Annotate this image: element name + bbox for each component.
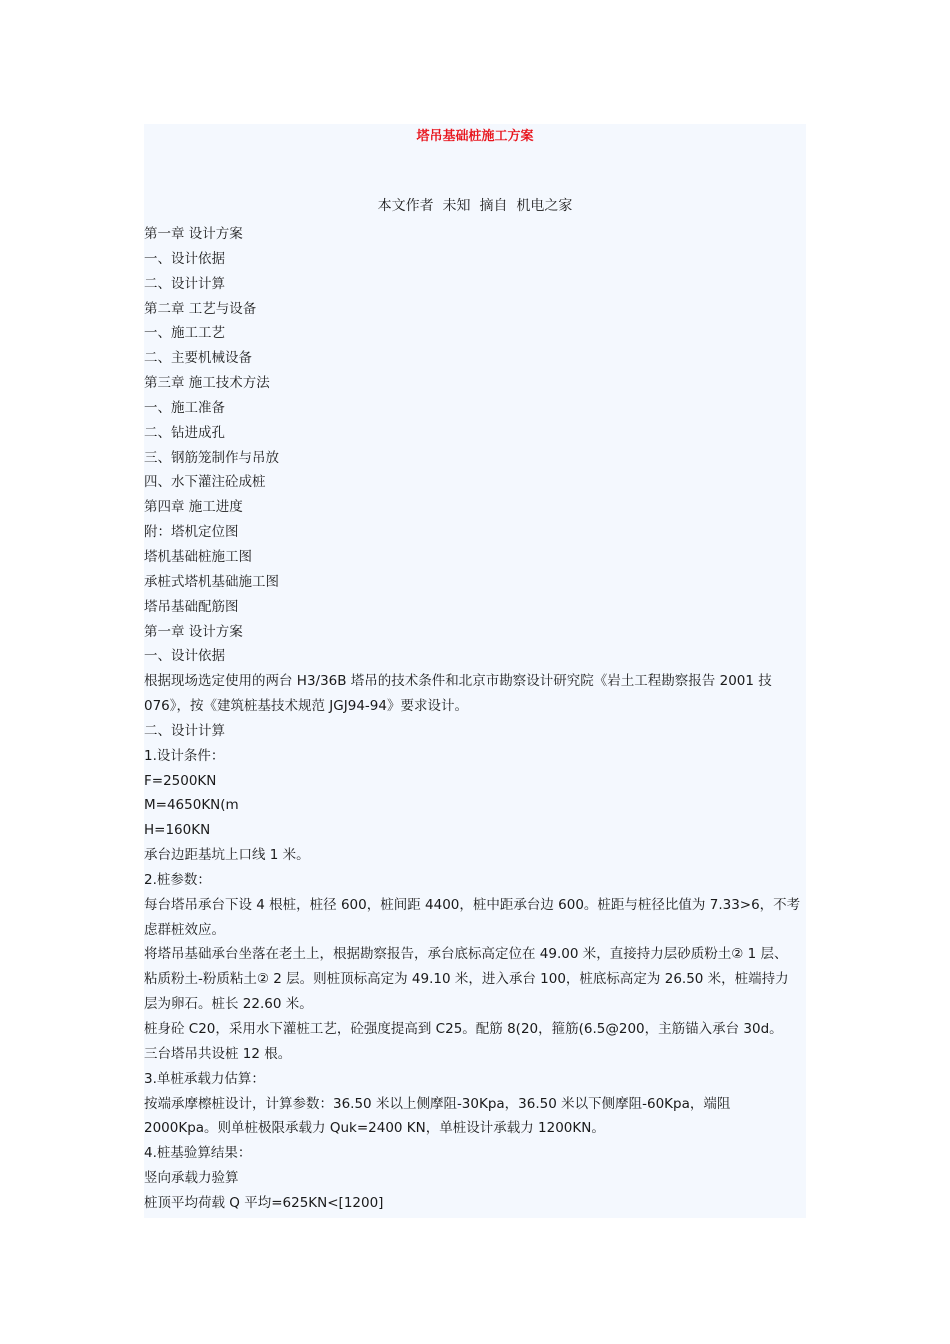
section-heading-chapter-1: 第一章 设计方案 — [144, 623, 243, 640]
toc-chapter-4: 第四章 施工进度 — [144, 499, 243, 516]
paragraph-line: 2000Kpa。则单桩极限承载力 Quk=2400 KN，单桩设计承载力 1200KN。 — [144, 1120, 605, 1137]
paragraph-line: 桩身砼 C20，采用水下灌桩工艺，砼强度提高到 C25。配筋 8(20，箍筋(6.5@200，主筋锚入承台 30d。 — [144, 1021, 783, 1037]
paragraph-line: 层为卵石。桩长 22.60 米。 — [144, 996, 313, 1013]
value-line-f: F=2500KN — [144, 772, 217, 789]
document-byline: 本文作者 未知 摘自 机电之家 — [377, 198, 573, 214]
document-body — [144, 222, 806, 1216]
value-line-h: H=160KN — [144, 822, 211, 839]
paragraph-line: 076》，按《建筑桩基技术规范 JGJ94-94》要求设计。 — [144, 698, 468, 715]
toc-chapter-1: 第一章 设计方案 — [144, 226, 243, 242]
toc-appendix-pile-drawing: 塔机基础桩施工图 — [144, 548, 252, 565]
value-line-m: M=4650KN(m — [144, 797, 239, 814]
paragraph-line: 将塔吊基础承台坐落在老土上，根据勘察报告，承台底标高定位在 49.00 米，直接持力层砂质粉土② 1 层、 — [144, 946, 788, 963]
toc-item-rebar-cage: 三、钢筋笼制作与吊放 — [144, 449, 279, 466]
toc-appendix-rebar-drawing: 塔吊基础配筋图 — [144, 598, 239, 615]
toc-appendix-foundation-drawing: 承桩式塔机基础施工图 — [144, 573, 279, 590]
toc-appendix-positioning: 附：塔机定位图 — [144, 524, 239, 541]
document-title: 塔吊基础桩施工方案 — [416, 129, 534, 144]
subheading-verification-results: 4.桩基验算结果： — [144, 1145, 252, 1162]
toc-item-design-calculation: 二、设计计算 — [144, 275, 225, 292]
subheading-pile-parameters: 2.桩参数： — [144, 871, 211, 888]
paragraph-line: 三台塔吊共设桩 12 根。 — [144, 1045, 292, 1062]
toc-chapter-2: 第二章 工艺与设备 — [144, 300, 257, 317]
paragraph-line: 按端承摩檫桩设计，计算参数：36.50 米以上侧摩阻-30Kpa，36.50 米以下侧摩阻-60Kpa，端阻 — [144, 1095, 731, 1112]
paragraph-line: 承台边距基坑上口线 1 米。 — [144, 847, 310, 864]
toc-item-preparation: 一、施工准备 — [144, 399, 225, 416]
subheading-design-conditions: 1.设计条件： — [144, 747, 225, 764]
paragraph-line: 竖向承载力验算 — [144, 1170, 239, 1187]
toc-item-construction-process: 一、施工工艺 — [144, 325, 225, 342]
section-heading-design-basis: 一、设计依据 — [144, 648, 225, 665]
subheading-capacity-estimate: 3.单桩承载力估算： — [144, 1070, 265, 1087]
toc-item-underwater-pouring: 四、水下灌注砼成桩 — [144, 474, 266, 491]
paragraph-line: 根据现场选定使用的两台 H3/36B 塔吊的技术条件和北京市勘察设计研究院《岩土工程勘察报告 2001 技 — [144, 673, 772, 690]
toc-chapter-3: 第三章 施工技术方法 — [144, 375, 270, 392]
toc-item-design-basis: 一、设计依据 — [144, 250, 225, 267]
paragraph-line: 粘质粉土-粉质粘土② 2 层。则桩顶标高定为 49.10 米，进入承台 100，桩底标高定为 26.50 米，桩端持力 — [144, 971, 789, 988]
paragraph-line: 桩顶平均荷载 Q 平均=625KN<[1200] — [144, 1194, 384, 1211]
paragraph-line: 虑群桩效应。 — [144, 921, 225, 938]
section-heading-design-calculation: 二、设计计算 — [144, 722, 225, 739]
toc-item-drilling: 二、钻进成孔 — [144, 424, 225, 441]
toc-item-main-equipment: 二、主要机械设备 — [144, 350, 252, 367]
paragraph-line: 每台塔吊承台下设 4 根桩，桩径 600，桩间距 4400，桩中距承台边 600。桩距与桩径比值为 7.33>6，不考 — [144, 896, 801, 913]
